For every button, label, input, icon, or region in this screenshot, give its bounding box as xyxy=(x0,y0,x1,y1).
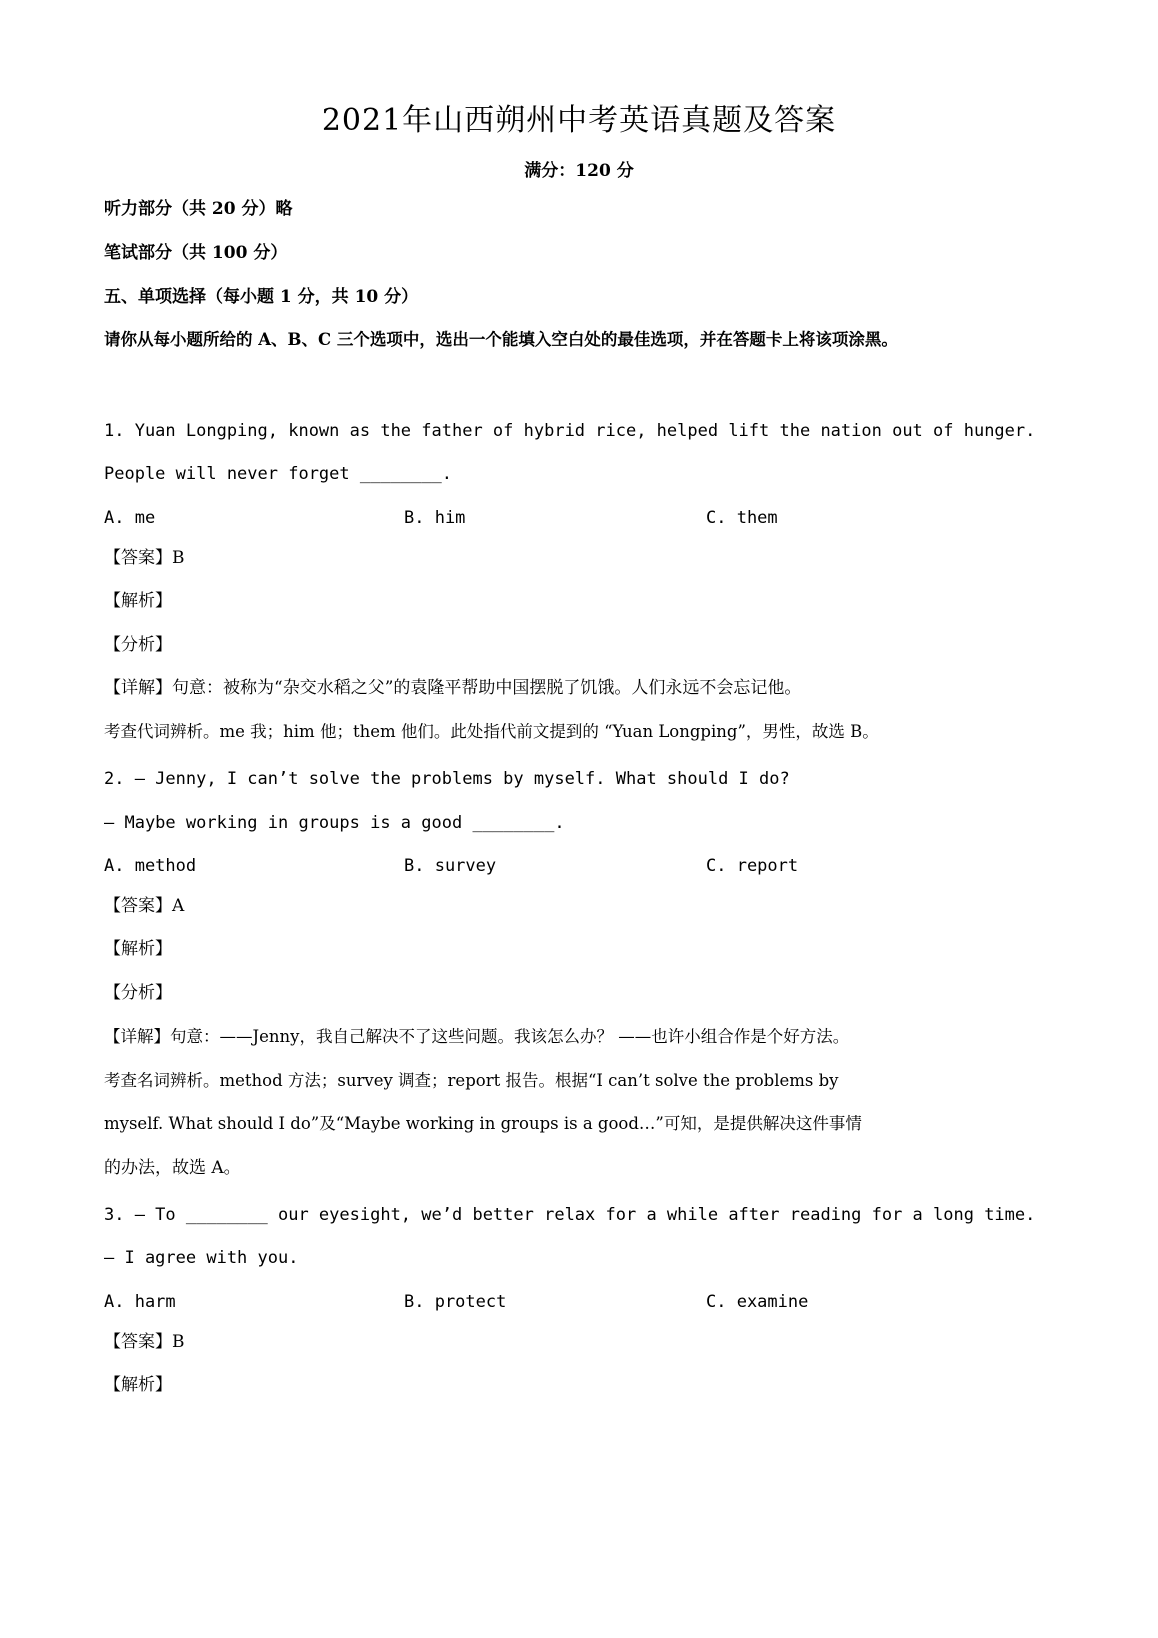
question-1-answer: 【答案】B xyxy=(104,548,185,568)
question-2-analysis-label: 【解析】 xyxy=(104,939,172,959)
question-1-analysis-label: 【解析】 xyxy=(104,591,172,611)
question-3-option-c: C. examine xyxy=(706,1292,809,1312)
question-2-answer: 【答案】A xyxy=(104,896,185,916)
question-2-detail-line-3: myself. What should I do”及“Maybe working in groups is a good…”可知，是提供解决这件事情 xyxy=(104,1114,862,1133)
question-1-option-b: B. him xyxy=(404,508,466,528)
question-2-stem-line-2: — Maybe working in groups is a good ________. xyxy=(104,813,565,833)
writing-section-heading: 笔试部分（共 100 分） xyxy=(104,243,288,263)
question-1-detail-line-1: 【详解】句意：被称为“杂交水稻之父”的袁隆平帮助中国摆脱了饥饿。人们永远不会忘记他。 xyxy=(104,678,802,698)
question-2-detail-line-2: 考查名词辨析。method 方法；survey 调查；report 报告。根据“I can’t solve the problems by xyxy=(104,1071,839,1090)
question-2-option-a: A. method xyxy=(104,856,197,876)
full-score: 满分：120 分 xyxy=(524,161,634,181)
question-2-option-c: C. report xyxy=(706,856,799,876)
question-1-stem-line-2: People will never forget ________. xyxy=(104,464,452,484)
part-five-heading: 五、单项选择（每小题 1 分，共 10 分） xyxy=(104,287,419,307)
question-1-option-a: A. me xyxy=(104,508,156,528)
question-2-fenxi-label: 【分析】 xyxy=(104,983,172,1003)
question-3-stem-line-1: 3. — To ________ our eyesight, we’d better relax for a while after reading for a long time. xyxy=(104,1205,1036,1225)
question-2-detail-line-4: 的办法，故选 A。 xyxy=(104,1158,241,1178)
question-3-analysis-label: 【解析】 xyxy=(104,1375,172,1395)
question-1-fenxi-label: 【分析】 xyxy=(104,635,172,655)
question-3-option-b: B. protect xyxy=(404,1292,507,1312)
question-3-stem-line-2: — I agree with you. xyxy=(104,1248,299,1268)
question-1-stem-line-1: 1. Yuan Longping, known as the father of hybrid rice, helped lift the nation out of hunger. xyxy=(104,421,1036,441)
part-five-instruction: 请你从每小题所给的 A、B、C 三个选项中，选出一个能填入空白处的最佳选项，并在答题卡上将该项涂黑。 xyxy=(104,330,898,349)
question-2-option-b: B. survey xyxy=(404,856,497,876)
question-1-detail-line-2: 考查代词辨析。me 我；him 他；them 他们。此处指代前文提到的 “Yuan Longping”，男性，故选 B。 xyxy=(104,722,879,741)
question-3-option-a: A. harm xyxy=(104,1292,176,1312)
question-3-answer: 【答案】B xyxy=(104,1332,185,1352)
question-1-option-c: C. them xyxy=(706,508,778,528)
listening-section-heading: 听力部分（共 20 分）略 xyxy=(104,199,293,219)
question-2-stem-line-1: 2. — Jenny, I can’t solve the problems by myself. What should I do? xyxy=(104,769,790,789)
page-title: 2021年山西朔州中考英语真题及答案 xyxy=(321,103,837,138)
question-2-detail-line-1: 【详解】句意：——Jenny，我自己解决不了这些问题。我该怎么办？ ——也许小组合作是个好方法。 xyxy=(104,1027,850,1046)
